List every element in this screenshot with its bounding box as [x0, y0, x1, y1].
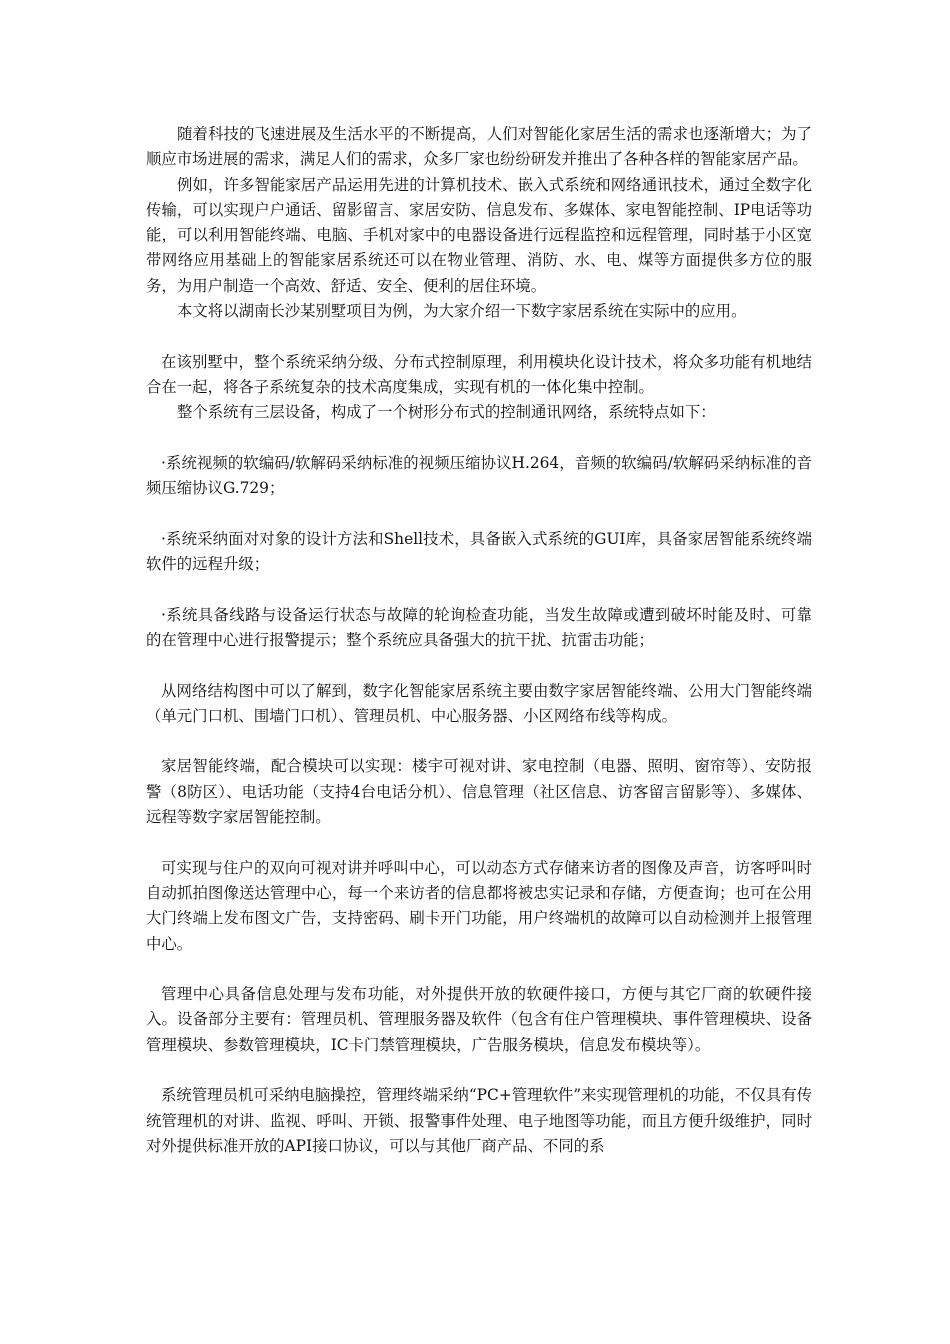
- blank-line: [146, 957, 812, 982]
- paragraph: ·系统采纳面对对象的设计方法和Shell技术，具备嵌入式系统的GUI库，具备家居智能系统终端软件的远程升级；: [146, 529, 812, 574]
- document-body: [146, 122, 812, 1159]
- blank-line: [146, 830, 812, 855]
- blank-line: [146, 426, 812, 451]
- paragraph: 管理中心具备信息处理与发布功能，对外提供开放的软硬件接口，方便与其它厂商的软硬件接入。设备部分主要有：管理员机、管理服务器及软件（包含有住户管理模块、事件管理模块、设备管理模块、参数管理模块，IC卡门禁管理模块，广告服务模块，信息发布模块等）。: [146, 985, 812, 1054]
- paragraph: 从网络结构图中可以了解到，数字化智能家居系统主要由数字家居智能终端、公用大门智能终端（单元门口机、围墙门口机）、管理员机、中心服务器、小区网络布线等构成。: [146, 681, 812, 725]
- paragraph: 本文将以湖南长沙某别墅项目为例，为大家介绍一下数字家居系统在实际中的应用。: [177, 302, 747, 321]
- paragraph: 可实现与住户的双向可视对讲并呼叫中心，可以动态方式存储来访者的图像及声音，访客呼叫时自动抓拍图像送达管理中心，每一个来访者的信息都将被忠实记录和存储，方便查询；也可在公用大门终端上发布图文广告，支持密码、刷卡开门功能，用户终端机的故障可以自动检测并上报管理中心。: [146, 858, 812, 953]
- paragraph: 家居智能终端，配合模块可以实现：楼宇可视对讲、家电控制（电器、照明、窗帘等）、安防报警（8防区）、电话功能（支持4台电话分机）、信息管理（社区信息、访客留言留影等）、多媒体、远程等数字家居智能控制。: [146, 757, 812, 827]
- paragraph: 系统管理员机可采纳电脑操控，管理终端采纳“PC+管理软件”来实现管理机的功能，不仅具有传统管理机的对讲、监视、呼叫、开锁、报警事件处理、电子地图等功能，而且方便升级维护，同时对外提供标准开放的API接口协议，可以与其他厂商产品、不同的系: [146, 1086, 812, 1155]
- blank-line: [146, 577, 812, 602]
- blank-line: [146, 324, 812, 349]
- blank-line: [146, 653, 812, 678]
- paragraph: ·系统具备线路与设备运行状态与故障的轮询检查功能，当发生故障或遭到破坏时能及时、可靠的在管理中心进行报警提示；整个系统应具备强大的抗干扰、抗雷击功能；: [146, 605, 812, 649]
- paragraph: 例如，许多智能家居产品运用先进的计算机技术、嵌入式系统和网络通讯技术，通过全数字化传输，可以实现户户通话、留影留言、家居安防、信息发布、多媒体、家电智能控制、IP电话等功能，可以利用智能终端、电脑、手机对家中的电器设备进行远程监控和远程管理，同时基于小区宽带网络应用基础上的智能家居系统还可以在物业管理、消防、水、电、煤等方面提供多方位的服务，为用户制造一个高效、舒适、安全、便利的居住环境。: [146, 175, 812, 295]
- paragraph: 随着科技的飞速进展及生活水平的不断提高，人们对智能化家居生活的需求也逐渐增大；为了顺应市场进展的需求，满足人们的需求，众多厂家也纷纷研发并推出了各种各样的智能家居产品。: [146, 125, 812, 169]
- blank-line: [146, 1058, 812, 1083]
- blank-line: [146, 501, 812, 526]
- paragraph: 整个系统有三层设备，构成了一个树形分布式的控制通讯网络，系统特点如下：: [177, 403, 716, 422]
- blank-line: [146, 729, 812, 754]
- paragraph: 在该别墅中，整个系统采纳分级、分布式控制原理，利用模块化设计技术，将众多功能有机地结合在一起，将各子系统复杂的技术高度集成，实现有机的一体化集中控制。: [146, 352, 812, 396]
- paragraph: ·系统视频的软编码/软解码采纳标准的视频压缩协议H.264，音频的软编码/软解码采纳标准的音频压缩协议G.729；: [146, 453, 812, 498]
